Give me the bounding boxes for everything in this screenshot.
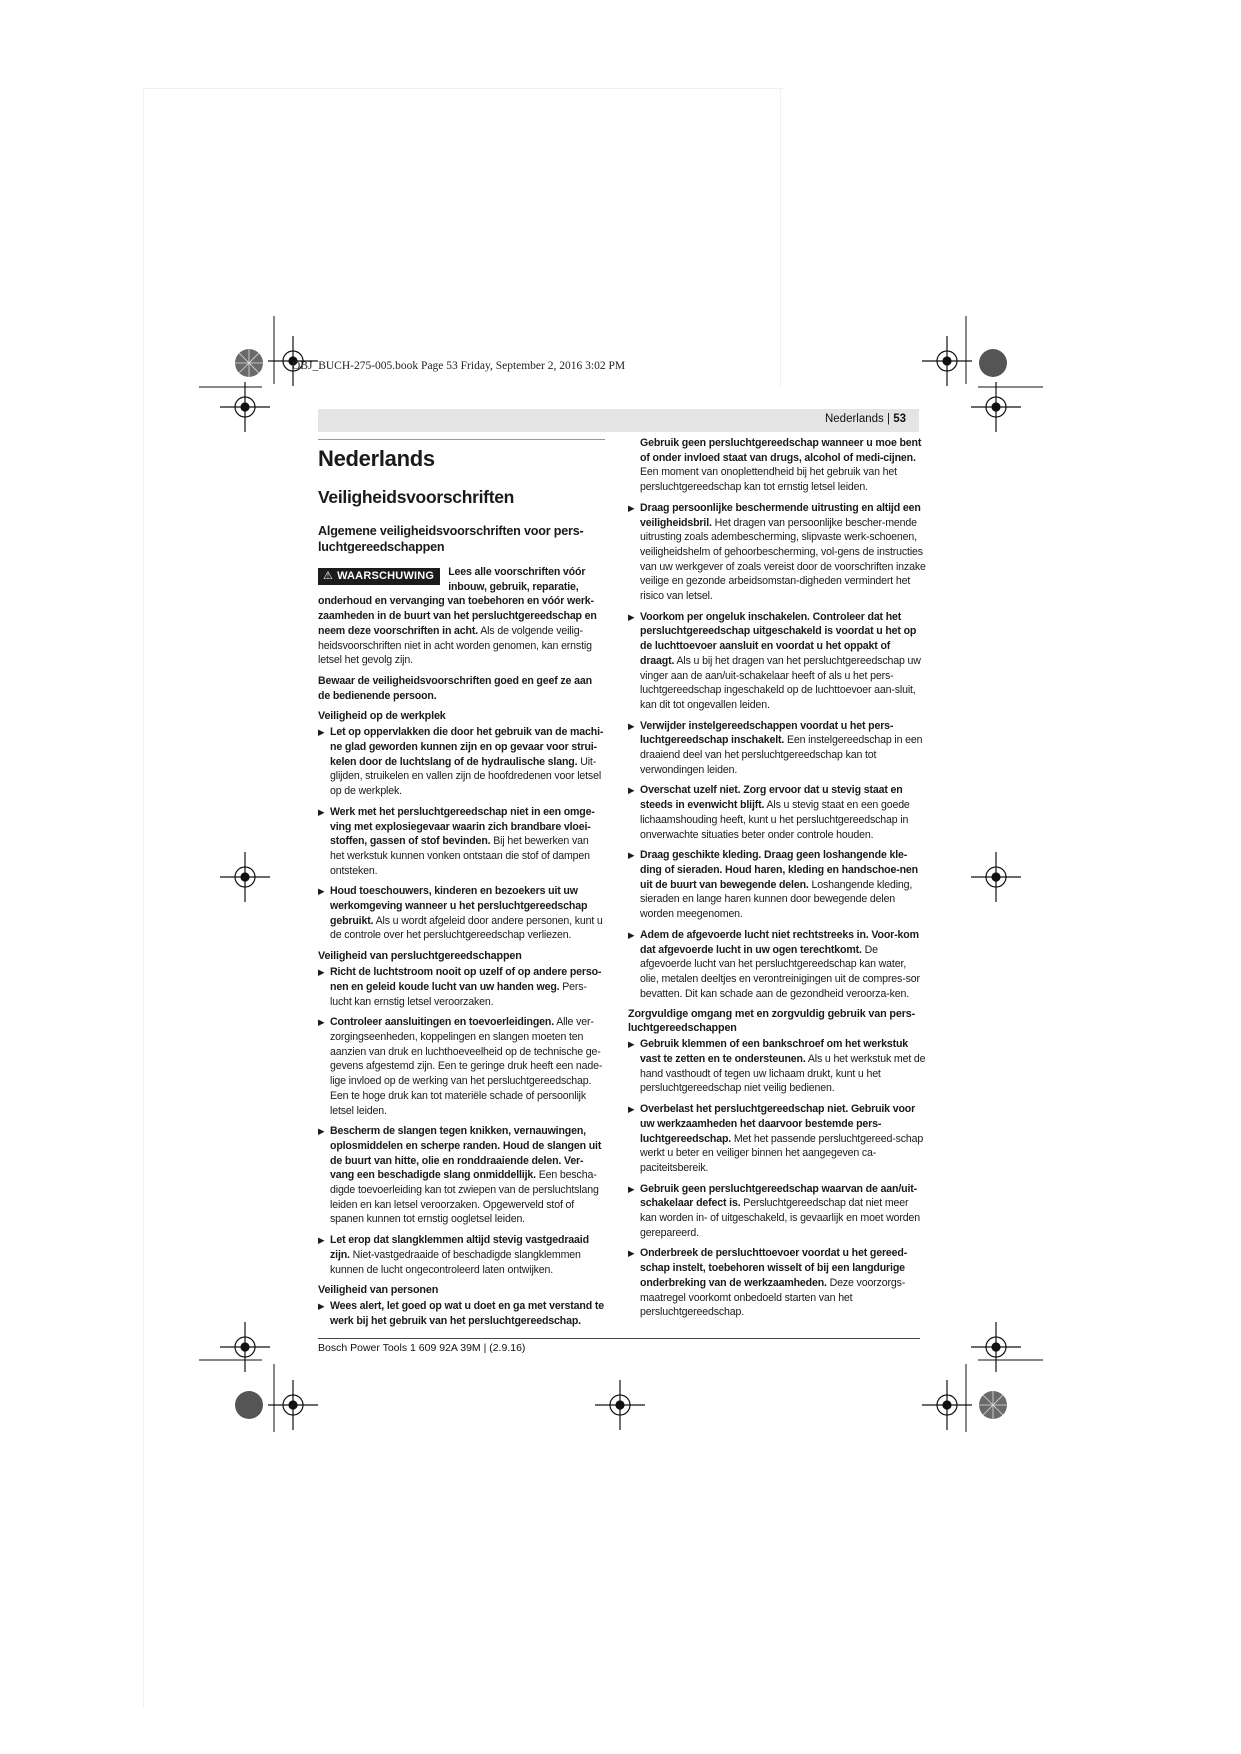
item-text: Als u het werkstuk met de hand vasthoudt of tegen uw lichaam drukt, kunt u het persluchtgereedschap niet veilig bedienen.: [640, 1053, 926, 1095]
density-target-icon: [979, 349, 1007, 377]
heading-persons: Veiligheid van personen: [318, 1284, 439, 1297]
list-item: [628, 928, 926, 1002]
list-item: [318, 725, 605, 799]
item-text: Persluchtgereedschap dat niet meer kan worden in- of uitgeschakeld, is gevaarlijk en moet worden gerepareerd.: [640, 1197, 920, 1239]
triangle-bullet-icon: ▶: [628, 1039, 635, 1050]
list-item: [318, 805, 605, 879]
footer-rule: [318, 1338, 920, 1339]
triangle-bullet-icon: ▶: [628, 720, 635, 731]
registration-mark-icon: [971, 1322, 1021, 1372]
item-bold: Wees alert, let goed op wat u doet en ga met verstand te werk bij het gebruik van het persluchtgereedschap.: [330, 1300, 604, 1327]
list-item: [628, 610, 926, 713]
registration-mark-icon: [268, 1380, 318, 1430]
list-item: [628, 501, 926, 604]
triangle-bullet-icon: ▶: [628, 1183, 635, 1194]
header-separator: |: [883, 413, 894, 425]
triangle-bullet-icon: ▶: [318, 806, 325, 817]
triangle-bullet-icon: ▶: [318, 1235, 325, 1246]
triangle-bullet-icon: ▶: [628, 611, 635, 622]
registration-mark-icon: [922, 336, 972, 386]
footer-text: Bosch Power Tools 1 609 92A 39M | (2.9.16): [318, 1342, 526, 1354]
item-bold: Richt de luchtstroom nooit op uzelf of op andere perso-nen en geleid koude lucht van uw handen weg.: [330, 966, 602, 993]
registration-mark-icon: [220, 852, 270, 902]
section-title: Veiligheidsvoorschriften: [318, 487, 515, 507]
warning-paragraph: [318, 565, 605, 668]
list-item: [628, 783, 926, 842]
list-item: [628, 848, 926, 922]
registration-mark-icon: [971, 382, 1021, 432]
page-title: Nederlands: [318, 446, 435, 471]
item-text: Als u stevig staat en een goede lichaamshouding heeft, kunt u het persluchtgereedschap in onverwachte situaties beter onder controle houden.: [640, 799, 910, 841]
triangle-bullet-icon: ▶: [318, 1301, 325, 1312]
registration-mark-icon: [595, 1380, 645, 1430]
header-language: Nederlands: [824, 413, 884, 425]
item-bold: Gebruik klemmen of een bankschroef om het werkstuk vast te zetten en te ondersteunen.: [640, 1038, 909, 1066]
list-item: [628, 1037, 926, 1096]
item-bold: Adem de afgevoerde lucht niet rechtstreeks in. Voor-kom dat afgevoerde lucht in uw ogen terechtkomt.: [640, 928, 919, 956]
triangle-bullet-icon: ▶: [628, 502, 635, 513]
item-text: Een instelgereedschap in een draaiend deel van het persluchtgereedschap kan tot verwondingen leiden.: [640, 734, 923, 776]
subsection-title: Algemene veiligheidsvoorschriften voor pers-luchtgereedschappen: [318, 524, 584, 554]
list-item: [318, 1124, 605, 1227]
item-bold: Overbelast het persluchtgereedschap niet. Gebruik voor uw werkzaamheden het daarvoor bestemde pers-luchtgereedschap.: [640, 1103, 916, 1145]
keep-instructions: Bewaar de veiligheidsvoorschriften goed en geef ze aan de bedienende persoon.: [318, 674, 592, 702]
warning-badge: [318, 568, 440, 585]
item-text: De afgevoerde lucht van het persluchtgereedschap kan water, olie, metalen deeltjes en verontreinigingen uit de compres-sor bevatten. Dit kan schade aan de gezondheid veroorza-ken.: [640, 943, 920, 1000]
triangle-bullet-icon: ▶: [318, 886, 325, 897]
list-item: [318, 965, 605, 1009]
header-label: [825, 413, 906, 425]
list-item: [628, 1182, 926, 1241]
triangle-bullet-icon: ▶: [628, 929, 635, 940]
item-text: Niet-vastgedraaide of beschadigde slangklemmen kunnen de lucht ongecontroleerd laten ontwijken.: [330, 1248, 581, 1276]
item-bold: Voorkom per ongeluk inschakelen. Controleer dat het persluchtgereedschap uitgeschakeld is voordat u het op de luchttoevoer aansluit en voordat u het oppakt of draagt.: [640, 610, 917, 667]
item-bold: Gebruik geen persluchtgereedschap wanneer u moe bent of onder invloed staat van drugs, alcohol of medi-cijnen.: [640, 437, 922, 464]
list-item: [318, 1233, 605, 1277]
item-text: Als u wordt afgeleid door andere personen, kunt u de controle over het persluchtgereedschap verliezen.: [330, 914, 603, 942]
warning-text: Als de volgende veilig-heidsvoorschriften niet in acht worden genomen, kan ernstig letsel het gevolg zijn.: [318, 624, 592, 667]
warning-label: WAARSCHUWING: [337, 570, 435, 582]
printer-slug: OBJ_BUCH-275-005.book Page 53 Friday, September 2, 2016 3:02 PM: [292, 360, 626, 372]
warning-triangle-icon: ⚠: [323, 570, 334, 582]
heading-workplace: Veiligheid op de werkplek: [318, 710, 446, 723]
item-text: Alle ver-zorgingseenheden, koppelingen en slangen moeten ten aanzien van druk en luchthoeveelheid op de technische ge-gevens afgestemd zijn. Een te geringe druk heeft een nade-lige invloed op de werking van het persluchtgereedschap. Een te hoge druk kan tot materiële schade of persoonlijk letsel leiden.: [330, 1016, 603, 1117]
triangle-bullet-icon: ▶: [628, 1248, 635, 1259]
running-header: [318, 409, 919, 432]
warning-bold: Lees alle voorschriften vóór inbouw, gebruik, reparatie, onderhoud en vervanging van toebehoren en vóór werk-zaamheden in de buurt van het persluchtgereedschap en neem deze voorschriften in acht.: [318, 566, 597, 637]
triangle-bullet-icon: ▶: [318, 1126, 325, 1137]
heading-air-tools: Veiligheid van persluchtgereedschappen: [318, 950, 522, 963]
list-item: [318, 884, 605, 943]
item-bold: Overschat uzelf niet. Zorg ervoor dat u stevig staat en steeds in evenwicht blijft.: [640, 784, 903, 812]
item-text: Loshangende kleding, sieraden en lange haren kunnen door bewegende delen worden meegenomen.: [640, 878, 913, 921]
triangle-bullet-icon: ▶: [628, 785, 635, 796]
item-bold: Onderbreek de persluchttoevoer voordat u het gereed-schap instelt, toebehoren wisselt of bij een langdurige onderbreking van de werkzaamheden.: [640, 1247, 908, 1289]
title-rule: [318, 439, 605, 440]
registration-mark-icon: [971, 852, 1021, 902]
right-column: [628, 436, 926, 1326]
density-target-icon: [235, 1391, 263, 1419]
item-text: Als u bij het dragen van het persluchtgereedschap uw vinger aan de aan/uit-schakelaar heeft of als u het pers-luchtgereedschap ingeschakeld op de luchttoevoer aan-sluit, kan dit tot ongevallen leiden.: [640, 654, 921, 711]
item-bold: Draag persoonlijke beschermende uitrusting en altijd een veiligheidsbril.: [640, 501, 921, 529]
item-bold: Controleer aansluitingen en toevoerleidingen.: [330, 1016, 554, 1029]
registration-mark-icon: [220, 382, 270, 432]
item-text: Deze voorzorgs-maatregel voorkomt onbedoeld starten van het persluchtgereedschap.: [640, 1276, 906, 1319]
left-column: [318, 437, 605, 1335]
triangle-bullet-icon: ▶: [318, 727, 325, 738]
registration-mark-icon: [922, 1380, 972, 1430]
triangle-bullet-icon: ▶: [318, 967, 325, 978]
item-bold: Verwijder instelgereedschappen voordat u het pers-luchtgereedschap inschakelt.: [640, 719, 894, 747]
item-bold: Werk met het persluchtgereedschap niet in een omge-ving met explosiegevaar waarin zich brandbare vloei-stoffen, gassen of stof bevinden.: [330, 805, 595, 848]
item-bold: Houd toeschouwers, kinderen en bezoekers uit uw werkomgeving wanneer u het persluchtgereedschap gebruikt.: [330, 885, 588, 927]
list-item-continued: [628, 436, 926, 495]
list-item: [628, 1246, 926, 1320]
triangle-bullet-icon: ▶: [318, 1017, 325, 1028]
page-number: 53: [893, 413, 906, 425]
triangle-bullet-icon: ▶: [628, 850, 635, 861]
triangle-bullet-icon: ▶: [628, 1104, 635, 1115]
item-text: Het dragen van persoonlijke bescher-mende uitrusting zoals adembescherming, slipvaste werk-schoenen, veiligheidshelm of gehoorbescherming, vol-gens de instructies van uw werkgever of zoals vereist door de voorschriften inzake veilige en gezonde arbeidsomstan-digheden vermindert het risico van letsel.: [640, 516, 926, 603]
item-text: Met het passende persluchtgereed-schap werkt u beter en veiliger binnen het aangegeven ca-paciteitsbereik.: [640, 1132, 924, 1174]
list-item: [628, 1102, 926, 1176]
item-bold: Bescherm de slangen tegen knikken, vernauwingen, oplosmiddelen en scherpe randen. Houd de slangen uit de buurt van hitte, olie en ronddraaiende delen. Ver-vang een beschadigde slang onmiddellijk.: [330, 1125, 602, 1182]
item-text: Bij het bewerken van het werkstuk kunnen vonken ontstaan die stof of dampen ontsteken.: [330, 835, 590, 877]
item-bold: Let op oppervlakken die door het gebruik van de machi-ne glad geworden kunnen zijn en op gevaar voor strui-kelen door de luchtslang of de hydraulische slang.: [330, 726, 604, 768]
item-text: Een bescha-digde toevoerleiding kan tot zwiepen van de persluchtslang leiden en kan letsel veroorzaken. Opgewerveld stof of spanen kunnen tot ernstig oogletsel leiden.: [330, 1169, 599, 1226]
list-item: [628, 719, 926, 778]
list-item: [318, 1299, 605, 1328]
density-target-icon: [979, 1391, 1007, 1419]
item-text: Uit-glijden, struikelen en vallen zijn de hoofdredenen voor letsel op de werkplek.: [330, 755, 602, 798]
item-bold: Draag geschikte kleding. Draag geen loshangende kle-ding of sieraden. Houd haren, kleding en handschoe-nen uit de buurt van bewegende delen.: [640, 849, 918, 891]
item-bold: Let erop dat slangklemmen altijd stevig vastgedraaid zijn.: [330, 1234, 589, 1261]
item-bold: Gebruik geen persluchtgereedschap waarvan de aan/uit-schakelaar defect is.: [640, 1182, 917, 1210]
registration-mark-icon: [220, 1322, 270, 1372]
item-text: Pers-lucht kan ernstig letsel veroorzaken.: [330, 980, 587, 1008]
density-target-icon: [235, 349, 263, 377]
item-text: Een moment van onoplettendheid bij het gebruik van het persluchtgereedschap kan tot ernstig letsel leiden.: [640, 466, 897, 494]
heading-careful-use: Zorgvuldige omgang met en zorgvuldig gebruik van pers-luchtgereedschappen: [628, 1008, 916, 1035]
list-item: [318, 1015, 605, 1118]
